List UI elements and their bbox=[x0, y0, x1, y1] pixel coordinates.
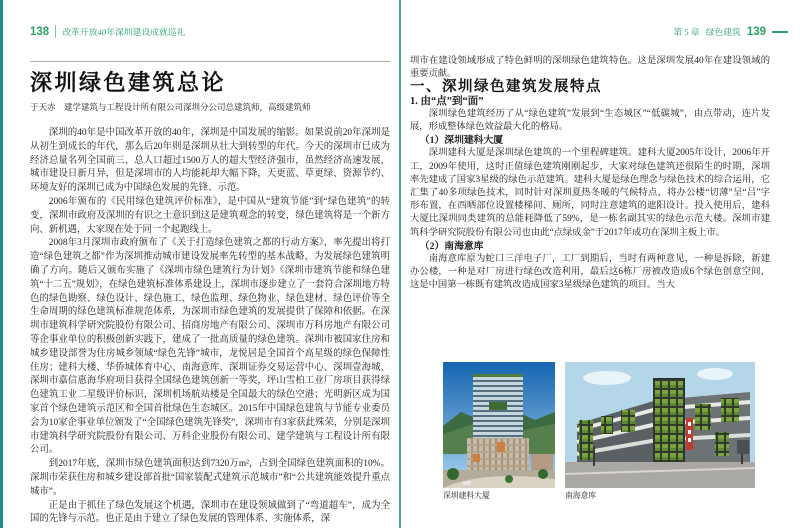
paragraph: 深圳绿色建筑经历了从“绿色建筑”发展到“生态城区”“低碳城”，由点带动，连片发展，形成整体绿色效益最大化的格局。 bbox=[410, 108, 770, 133]
continuation-paragraph: 圳市在建设领域形成了特色鲜明的深圳绿色建筑特色。这是深圳发展40年在建设领域的重要贡献。 bbox=[410, 56, 770, 80]
paragraph: 正是由于抓住了绿色发展这个机遇，深圳市在建设领域做到了“弯道超车”，成为全国的先锋与示范。也正是由于建立了绿色发展的管理体系、实施体系，深 bbox=[30, 500, 390, 525]
section-heading: 一、深圳绿色建筑发展特点 bbox=[410, 79, 602, 96]
chapter-title: 绿色建筑 bbox=[705, 27, 741, 37]
center-gutter-rule bbox=[399, 0, 401, 528]
article-title: 深圳绿色建筑总论 bbox=[30, 70, 227, 95]
right-page-number: 139 bbox=[746, 25, 766, 38]
subsection-heading: 1. 由“点”到“面” bbox=[410, 95, 484, 107]
item1-heading: （1）深圳建科大厦 bbox=[419, 135, 504, 147]
right-running-header bbox=[673, 25, 788, 38]
right-body-column bbox=[410, 55, 770, 293]
left-running-header bbox=[30, 25, 185, 38]
left-edge-rule bbox=[0, 0, 3, 528]
paragraph: 南海意库原为蛇口三洋电子厂，工厂到期后，当时有两种意见，一种是拆除，新建办公楼，一种是对厂房进行绿色改造利用，最后这6栋厂房被改造成6个绿色创意空间，这是中国第一栋既有建筑改造成国家3星级绿色建筑的项目。当大 bbox=[410, 254, 770, 291]
photo-nanhai-eco-warehouse bbox=[565, 362, 755, 488]
photo-figure-nanhai bbox=[565, 362, 755, 500]
left-body-column bbox=[30, 127, 390, 527]
chapter-label: 第 5 章 bbox=[673, 27, 700, 37]
paragraph: 到2017年底，深圳市绿色建筑面积达到7320万m²，占到全国绿色建筑面积的10%。深圳市荣获住房和城乡建设部首批“国家装配式建筑示范城市”和“公共建筑能效提升重点城市”。 bbox=[30, 459, 390, 497]
paragraph: 深圳建科大厦是深圳绿色建筑的一个里程碑建筑。建科大厦2005年设计，2006年开工，2009年使用，这时正值绿色建筑刚刚起步，大家对绿色建筑还很陌生的时期，深圳率先建成了国家3星级的绿色示范建筑。建科大厦是绿色理念与绿色技术的综合运用，它汇集了40多项绿色技术，同时针对深圳夏热冬暖的气候特点，将办公楼“切薄”呈“吕”字形布置，在西晒部位设置楼梯间、厕所，同时注意建筑的遮阳设计。投入使用后，建科大厦比深圳同类建筑的总能耗降低了59%，是一栋名副其实的绿色示范大楼。深圳市建筑科学研究院股份有限公司也由此“点绿成金”于2017年成功在深圳主板上市。 bbox=[410, 148, 770, 238]
header-dash bbox=[772, 31, 788, 33]
photo-figure-jianke bbox=[443, 362, 555, 500]
author-line: 于天赤 建学建筑与工程设计所有限公司深圳分公司总建筑师，高级建筑师 bbox=[30, 102, 311, 112]
header-divider bbox=[55, 25, 56, 38]
photo-row bbox=[443, 362, 755, 500]
item2-heading: （2）南海意库 bbox=[419, 240, 484, 252]
photo-jianke-building bbox=[443, 362, 555, 488]
photo-caption: 南海意库 bbox=[565, 491, 597, 500]
left-page-number: 138 bbox=[30, 25, 50, 38]
paragraph: 2008年3月深圳市政府颁布了《关于打造绿色建筑之都的行动方案》，率先提出将打造“绿色建筑之都”作为深圳推动城市建设发展率先转型的基本战略，为发展绿色建筑明确了方向。随后又颁布实施了《深圳市绿色建筑行为计划》《深圳市建筑节能和绿色建筑“十二五”规划》，在绿色建筑标准体系建设上，深圳市逐步建立了一套符合深圳地方特色的绿色勘察、绿色设计、绿色施工、绿色监理、绿色物业、绿色建材、绿色评价等全生命周期的绿色建筑标准规范体系，为深圳市绿色建筑的发展提供了保障和依据。在深圳市建筑科学研究院股份有限公司、招商房地产有限公司、深圳市万科房地产有限公司等企事业单位的积极创新实践下，建成了一批高质量的绿色建筑。深圳市被国家住房和城乡建设部誉为住房城乡领域“绿色先锋”城市，龙悦居是全国首个高星级的绿色保障性住房；建科大楼、华侨城体育中心、南海意库、深圳证券交易运营中心、深圳壹海城、深圳市嘉信惠海华府项目获得全国绿色建筑创新一等奖，坪山雪柏工业厂房项目获得绿色建筑工业二星级评价标识，深圳机场航站楼是全国最大的绿色空港；光明新区成为国家首个绿色建筑示范区和全国首批绿色生态城区。2015年中国绿色建筑与节能专业委员会为10家企事业单位颁发了“全国绿色建筑先锋奖”，深圳市有3家获此殊荣，分别是深圳市建筑科学研究院股份有限公司、万科企业股份有限公司、建学建筑与工程设计所有限公司。 bbox=[30, 238, 390, 456]
title-top-rule bbox=[30, 61, 390, 62]
photo-caption: 深圳建科大厦 bbox=[443, 491, 490, 500]
book-title-header: 改革开放40年深圳建设成就巡礼 bbox=[62, 27, 186, 37]
paragraph: 2006年颁布的《民用绿色建筑评价标准》，是中国从“建筑节能”到“绿色建筑”的转变，深圳市政府及深圳的有识之士意识到这是建筑观念的转变，绿色建筑将是一个新方向、新机遇，大家现在处于同一个起跑线上。 bbox=[30, 196, 390, 235]
paragraph: 深圳的40年是中国改革开放的40年，深圳是中国发展的缩影。如果说前20年深圳是从初生到成长的年代，那么后20年则是深圳从壮大到转型的年代。今天的深圳市已成为经济总量名列全国前三、总人口超过1500万人的超大型经济强市，虽然经济高速发展，城市建设日新月异，但是深圳市的人均能耗却大幅下降，天更蓝、草更绿、资源节约、环境友好的深圳已成为中国绿色发展的先锋、示范。 bbox=[30, 128, 390, 194]
